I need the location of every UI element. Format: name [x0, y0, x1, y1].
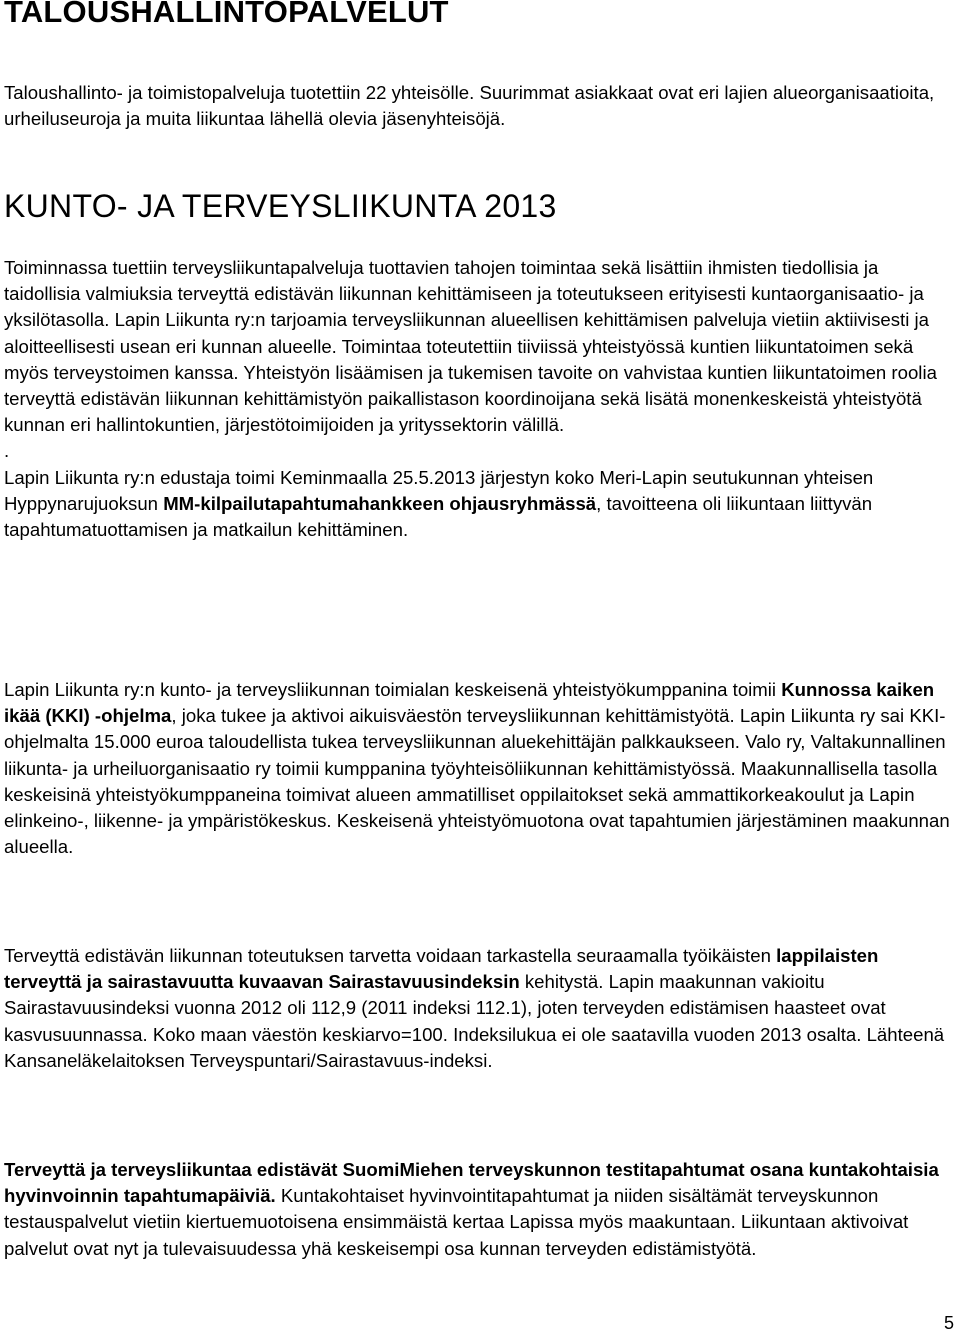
paragraph-text: Lapin Liikunta ry:n kunto- ja terveysliikunnan toimialan keskeisenä yhteistyökumppanina toimii	[4, 679, 782, 700]
paragraph-text: Taloushallinto- ja toimistopalveluja tuotettiin 22 yhteisölle. Suurimmat asiakkaat ovat eri lajien alueorganisaatioita, urheiluseuroja ja muita liikuntaa lähellä olevia jäsenyhteisöjä.	[4, 82, 935, 130]
paragraph-text: Lapin Liikunta ry:n edustaja toimi Keminmaalla 25.5.2013 järjestyn koko Meri-Lapin seutukunnan yhteisen Hyppynarujuoksun	[4, 466, 874, 514]
paragraph-text: Kuntakohtaiset hyvinvointitapahtumat ja niiden sisältämät terveyskunnon testauspalvelut vietiin kiertuemuotoisena ensimmäistä kertaa Lapissa myös maakuntaan. Liikuntaan aktivoivat palvelut ovat nyt ja tulevaisuudessa yhä keskeisempi osa kunnan terveyden edistämistyötä.	[4, 1185, 909, 1259]
paragraph-suomimies	[4, 1157, 956, 1262]
paragraph-dot: .	[4, 440, 10, 462]
bold-text: Kunnossa kaiken ikää (KKI) -ohjelma	[4, 679, 935, 727]
paragraph-toiminta	[4, 255, 956, 543]
paragraph-text: , joka tukee ja aktivoi aikuisväestön terveysliikunnan kehittämistyötä. Lapin Liikunta ry sai KKI-ohjelmalta 15.000 euroa taloudellista tukea terveysliikunnan aluekehittäjän palkkaukseen. Valo ry, Valtakunnallinen liikunta- ja urheiluorganisaatio ry toimii kumppanina työyhteisöliikunnan kehittämistyössä. Maakunnallisella tasolla keskeisinä yhteistyökumppaneina toimivat alueen ammatilliset oppilaitokset sekä ammattikorkeakoulut ja Lapin elinkeino-, liikenne- ja ympäristökeskus. Keskeisenä yhteistyömuotona ovat tapahtumien järjestäminen maakunnan alueella.	[4, 705, 950, 858]
paragraph-taloushallinto	[4, 80, 956, 132]
paragraph-keminmaa	[4, 465, 956, 544]
paragraph-text: Toiminnassa tuettiin terveysliikuntapalveluja tuottavien tahojen toimintaa sekä lisättiin ihmisten tiedollisia ja taidollisia valmiuksia terveyttä edistävän liikunnan kehittämiseen ja toteutukseen erityisesti kuntaorganisaatio- ja yksilötasolla. Lapin Liikunta ry:n tarjoamia terveysliikunnan alueellisen kehittämisen palveluja vietiin aktiivisesti ja aloitteellisesti usean eri kunnan alueelle. Toimintaa toteutettiin tiiviissä yhteistyössä kuntien liikuntatoimen sekä myös terveystoimen kanssa. Yhteistyön lisäämisen ja tukemisen tavoite on vahvistaa kuntien liikuntatoimen roolia terveyttä edistävän liikunnan kehittämistyön paikallistason koordinoijana sekä lisätä monenkeskeistä yhteistyötä kunnan eri hallintokuntien, järjestötoimijoiden ja yrityssektorin välillä.	[4, 257, 937, 436]
paragraph-kki	[4, 677, 956, 860]
section-title-kunto-ja-terveysliikunta: KUNTO- JA TERVEYSLIIKUNTA 2013	[4, 188, 557, 224]
paragraph-sairastavuusindeksi	[4, 943, 956, 1074]
bold-text: Terveyttä ja terveysliikuntaa edistävät SuomiMiehen terveyskunnon testitapahtumat osana kuntakohtaisia hyvinvoinnin tapahtumapäiviä.	[4, 1159, 939, 1207]
bold-text: lappilaisten terveyttä ja sairastavuutta kuvaavan Sairastavuusindeksin	[4, 945, 879, 993]
paragraph-text: kehitystä. Lapin maakunnan vakioitu Sairastavuusindeksi vuonna 2012 oli 112,9 (2011 indeksi 112.1), joten terveyden edistämisen haasteet ovat kasvusuunnassa. Koko maan väestön keskiarvo=100. Indeksilukua ei ole saatavilla vuoden 2013 osalta. Lähteenä Kansaneläkelaitoksen Terveyspuntari/Sairastavuus-indeksi.	[4, 971, 945, 1071]
paragraph-text: Terveyttä edistävän liikunnan toteutuksen tarvetta voidaan tarkastella seuraamalla työikäisten	[4, 945, 777, 966]
paragraph-text: , tavoitteena oli liikuntaan liittyvän tapahtumatuottamisen ja matkailun kehittäminen.	[4, 492, 873, 541]
bold-text: MM-kilpailutapahtumahankkeen ohjausryhmässä	[163, 492, 597, 514]
page-number: 5	[943, 1313, 954, 1333]
section-title-taloushallintopalvelut: TALOUSHALLINTOPALVELUT	[4, 0, 449, 29]
